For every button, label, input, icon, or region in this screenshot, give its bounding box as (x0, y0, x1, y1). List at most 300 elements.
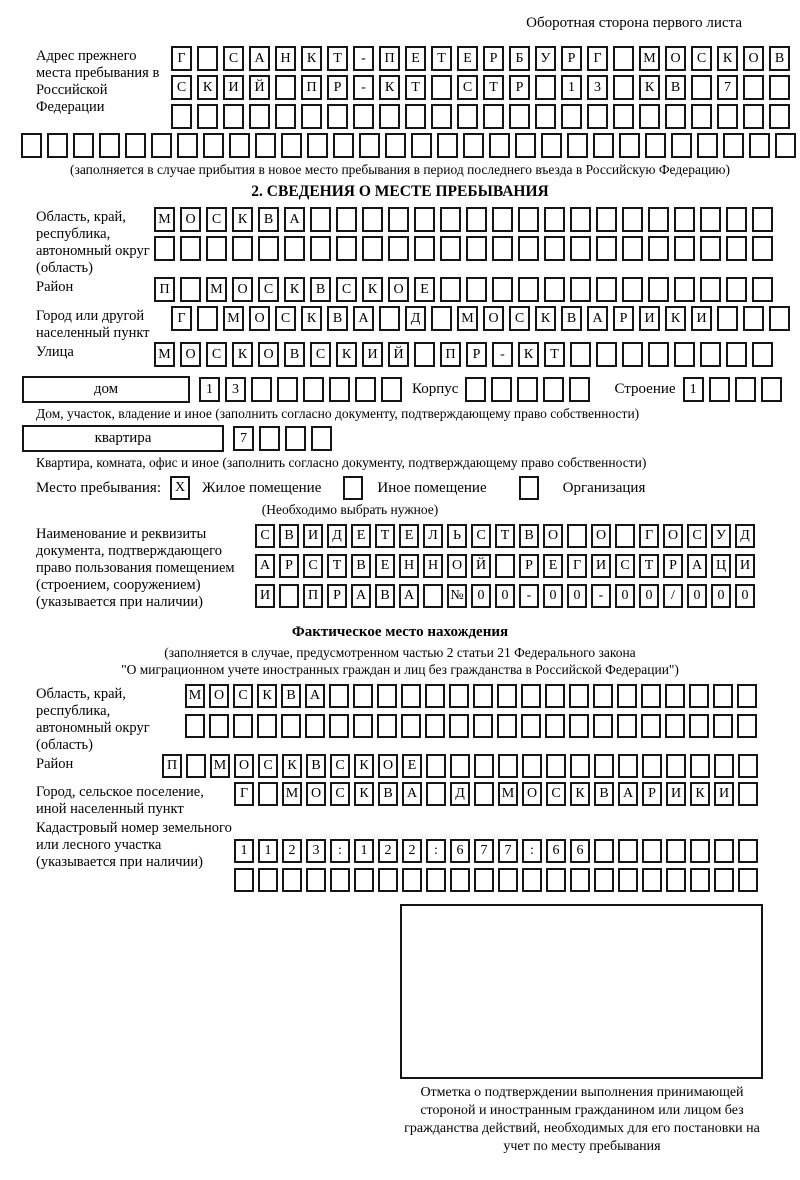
char-cell[interactable]: 1 (234, 839, 254, 863)
char-cell[interactable]: И (639, 306, 660, 331)
char-cell[interactable]: Е (405, 46, 426, 71)
char-cell[interactable] (545, 714, 565, 738)
char-cell[interactable]: А (305, 684, 325, 708)
char-cell[interactable] (594, 868, 614, 892)
char-cell[interactable]: И (691, 306, 712, 331)
char-cell[interactable]: А (618, 782, 638, 806)
char-cell[interactable] (713, 684, 733, 708)
char-cell[interactable] (752, 277, 773, 302)
char-cell[interactable]: О (234, 754, 254, 778)
char-cell[interactable] (596, 342, 617, 367)
char-cell[interactable] (154, 236, 175, 261)
char-cell[interactable] (463, 133, 484, 158)
char-cell[interactable] (449, 714, 469, 738)
char-cell[interactable] (498, 754, 518, 778)
char-cell[interactable] (622, 277, 643, 302)
char-cell[interactable] (743, 75, 764, 100)
char-cell[interactable] (440, 207, 461, 232)
char-cell[interactable] (665, 104, 686, 129)
char-cell[interactable]: 7 (233, 426, 254, 451)
char-cell[interactable]: И (591, 554, 611, 578)
char-cell[interactable]: С (471, 524, 491, 548)
char-cell[interactable]: П (154, 277, 175, 302)
char-cell[interactable]: 0 (687, 584, 707, 608)
char-cell[interactable]: 0 (495, 584, 515, 608)
char-cell[interactable] (619, 133, 640, 158)
char-cell[interactable]: Р (327, 584, 347, 608)
char-cell[interactable] (197, 306, 218, 331)
char-cell[interactable] (570, 277, 591, 302)
char-cell[interactable]: О (232, 277, 253, 302)
char-cell[interactable] (618, 839, 638, 863)
char-cell[interactable] (171, 104, 192, 129)
char-cell[interactable] (700, 207, 721, 232)
char-cell[interactable]: В (284, 342, 305, 367)
char-cell[interactable]: О (180, 342, 201, 367)
char-cell[interactable]: Р (613, 306, 634, 331)
char-cell[interactable] (305, 714, 325, 738)
char-cell[interactable]: - (353, 46, 374, 71)
char-cell[interactable]: Г (234, 782, 254, 806)
char-cell[interactable] (521, 684, 541, 708)
char-cell[interactable]: Т (327, 46, 348, 71)
char-cell[interactable]: М (457, 306, 478, 331)
char-cell[interactable]: А (284, 207, 305, 232)
char-cell[interactable] (473, 684, 493, 708)
char-cell[interactable]: А (402, 782, 422, 806)
char-cell[interactable] (665, 684, 685, 708)
char-cell[interactable]: К (336, 342, 357, 367)
char-cell[interactable] (431, 75, 452, 100)
char-cell[interactable] (47, 133, 68, 158)
char-cell[interactable] (498, 868, 518, 892)
char-cell[interactable]: М (223, 306, 244, 331)
char-cell[interactable] (355, 377, 376, 402)
char-cell[interactable] (73, 133, 94, 158)
char-cell[interactable] (414, 342, 435, 367)
char-cell[interactable]: С (310, 342, 331, 367)
char-cell[interactable]: К (257, 684, 277, 708)
char-cell[interactable]: В (594, 782, 614, 806)
char-cell[interactable] (379, 104, 400, 129)
char-cell[interactable] (666, 868, 686, 892)
char-cell[interactable]: Т (375, 524, 395, 548)
char-cell[interactable]: В (378, 782, 398, 806)
char-cell[interactable]: 0 (711, 584, 731, 608)
char-cell[interactable] (423, 584, 443, 608)
char-cell[interactable]: В (281, 684, 301, 708)
char-cell[interactable]: 2 (378, 839, 398, 863)
char-cell[interactable] (362, 207, 383, 232)
char-cell[interactable] (310, 236, 331, 261)
checkbox-org[interactable] (519, 476, 539, 500)
char-cell[interactable] (197, 46, 218, 71)
char-cell[interactable]: В (310, 277, 331, 302)
char-cell[interactable] (569, 377, 590, 402)
char-cell[interactable]: К (717, 46, 738, 71)
char-cell[interactable] (697, 133, 718, 158)
char-cell[interactable]: О (665, 46, 686, 71)
char-cell[interactable] (738, 868, 758, 892)
char-cell[interactable]: С (258, 754, 278, 778)
char-cell[interactable] (281, 133, 302, 158)
char-cell[interactable] (258, 782, 278, 806)
char-cell[interactable] (671, 133, 692, 158)
char-cell[interactable]: 3 (225, 377, 246, 402)
char-cell[interactable] (440, 277, 461, 302)
char-cell[interactable] (311, 426, 332, 451)
char-cell[interactable]: 1 (354, 839, 374, 863)
char-cell[interactable] (617, 714, 637, 738)
char-cell[interactable] (450, 868, 470, 892)
char-cell[interactable]: И (666, 782, 686, 806)
char-cell[interactable] (567, 524, 587, 548)
char-cell[interactable]: - (492, 342, 513, 367)
char-cell[interactable] (223, 104, 244, 129)
char-cell[interactable] (594, 839, 614, 863)
char-cell[interactable]: О (743, 46, 764, 71)
char-cell[interactable] (593, 684, 613, 708)
char-cell[interactable] (378, 868, 398, 892)
char-cell[interactable] (775, 133, 796, 158)
char-cell[interactable]: Й (388, 342, 409, 367)
char-cell[interactable]: 6 (450, 839, 470, 863)
char-cell[interactable] (492, 236, 513, 261)
char-cell[interactable] (665, 714, 685, 738)
char-cell[interactable]: С (275, 306, 296, 331)
char-cell[interactable] (336, 207, 357, 232)
char-cell[interactable]: Е (414, 277, 435, 302)
char-cell[interactable]: Т (483, 75, 504, 100)
char-cell[interactable] (691, 104, 712, 129)
char-cell[interactable] (259, 426, 280, 451)
char-cell[interactable] (495, 554, 515, 578)
char-cell[interactable] (377, 714, 397, 738)
char-cell[interactable] (593, 133, 614, 158)
char-cell[interactable]: Д (405, 306, 426, 331)
char-cell[interactable]: М (210, 754, 230, 778)
char-cell[interactable] (596, 207, 617, 232)
char-cell[interactable] (521, 714, 541, 738)
char-cell[interactable] (641, 714, 661, 738)
char-cell[interactable] (310, 207, 331, 232)
char-cell[interactable] (402, 868, 422, 892)
char-cell[interactable] (639, 104, 660, 129)
char-cell[interactable] (177, 133, 198, 158)
char-cell[interactable]: В (665, 75, 686, 100)
char-cell[interactable] (354, 868, 374, 892)
char-cell[interactable] (570, 868, 590, 892)
char-cell[interactable]: О (388, 277, 409, 302)
char-cell[interactable] (465, 377, 486, 402)
char-cell[interactable] (517, 377, 538, 402)
char-cell[interactable] (714, 754, 734, 778)
char-cell[interactable] (618, 754, 638, 778)
char-cell[interactable]: - (591, 584, 611, 608)
char-cell[interactable]: Р (466, 342, 487, 367)
char-cell[interactable] (648, 342, 669, 367)
char-cell[interactable]: С (223, 46, 244, 71)
char-cell[interactable] (743, 104, 764, 129)
char-cell[interactable]: В (258, 207, 279, 232)
char-cell[interactable] (279, 584, 299, 608)
char-cell[interactable]: Е (351, 524, 371, 548)
char-cell[interactable] (674, 236, 695, 261)
char-cell[interactable] (713, 714, 733, 738)
char-cell[interactable] (401, 714, 421, 738)
char-cell[interactable]: № (447, 584, 467, 608)
char-cell[interactable]: К (690, 782, 710, 806)
char-cell[interactable] (648, 236, 669, 261)
char-cell[interactable] (303, 377, 324, 402)
char-cell[interactable] (717, 104, 738, 129)
char-cell[interactable] (596, 277, 617, 302)
char-cell[interactable] (284, 236, 305, 261)
char-cell[interactable] (690, 868, 710, 892)
char-cell[interactable] (411, 133, 432, 158)
char-cell[interactable]: / (663, 584, 683, 608)
char-cell[interactable] (587, 104, 608, 129)
char-cell[interactable]: О (591, 524, 611, 548)
char-cell[interactable]: И (223, 75, 244, 100)
char-cell[interactable]: О (543, 524, 563, 548)
char-cell[interactable] (596, 236, 617, 261)
char-cell[interactable] (642, 754, 662, 778)
char-cell[interactable] (769, 306, 790, 331)
char-cell[interactable]: И (255, 584, 275, 608)
char-cell[interactable] (185, 714, 205, 738)
char-cell[interactable] (541, 133, 562, 158)
char-cell[interactable] (180, 277, 201, 302)
char-cell[interactable]: С (233, 684, 253, 708)
char-cell[interactable] (431, 306, 452, 331)
char-cell[interactable] (426, 782, 446, 806)
char-cell[interactable] (449, 684, 469, 708)
char-cell[interactable]: - (353, 75, 374, 100)
char-cell[interactable] (474, 782, 494, 806)
char-cell[interactable]: 1 (683, 377, 704, 402)
char-cell[interactable] (752, 236, 773, 261)
char-cell[interactable]: 6 (570, 839, 590, 863)
char-cell[interactable]: А (399, 584, 419, 608)
char-cell[interactable]: С (691, 46, 712, 71)
char-cell[interactable]: Ц (711, 554, 731, 578)
char-cell[interactable]: С (255, 524, 275, 548)
char-cell[interactable]: С (171, 75, 192, 100)
char-cell[interactable]: Н (423, 554, 443, 578)
char-cell[interactable] (545, 684, 565, 708)
char-cell[interactable] (714, 868, 734, 892)
char-cell[interactable]: К (354, 782, 374, 806)
char-cell[interactable] (203, 133, 224, 158)
char-cell[interactable] (234, 868, 254, 892)
char-cell[interactable]: К (197, 75, 218, 100)
char-cell[interactable]: Г (171, 306, 192, 331)
char-cell[interactable]: 7 (474, 839, 494, 863)
char-cell[interactable]: Р (327, 75, 348, 100)
char-cell[interactable] (648, 277, 669, 302)
char-cell[interactable] (233, 714, 253, 738)
char-cell[interactable] (414, 207, 435, 232)
char-cell[interactable]: Й (249, 75, 270, 100)
char-cell[interactable] (377, 684, 397, 708)
char-cell[interactable] (509, 104, 530, 129)
char-cell[interactable]: Т (327, 554, 347, 578)
char-cell[interactable]: Р (483, 46, 504, 71)
char-cell[interactable] (726, 236, 747, 261)
char-cell[interactable]: Е (457, 46, 478, 71)
char-cell[interactable] (457, 104, 478, 129)
char-cell[interactable] (285, 426, 306, 451)
char-cell[interactable]: - (519, 584, 539, 608)
char-cell[interactable]: Р (279, 554, 299, 578)
char-cell[interactable]: 1 (258, 839, 278, 863)
char-cell[interactable]: М (154, 342, 175, 367)
char-cell[interactable]: Т (431, 46, 452, 71)
char-cell[interactable]: Т (405, 75, 426, 100)
char-cell[interactable] (492, 207, 513, 232)
char-cell[interactable] (306, 868, 326, 892)
char-cell[interactable]: Ь (447, 524, 467, 548)
char-cell[interactable]: О (522, 782, 542, 806)
char-cell[interactable]: Т (639, 554, 659, 578)
char-cell[interactable]: К (232, 207, 253, 232)
char-cell[interactable] (544, 207, 565, 232)
char-cell[interactable] (726, 342, 747, 367)
char-cell[interactable]: К (232, 342, 253, 367)
char-cell[interactable] (709, 377, 730, 402)
char-cell[interactable] (405, 104, 426, 129)
char-cell[interactable] (425, 714, 445, 738)
char-cell[interactable]: 2 (402, 839, 422, 863)
char-cell[interactable]: О (180, 207, 201, 232)
char-cell[interactable] (738, 754, 758, 778)
char-cell[interactable]: Р (663, 554, 683, 578)
char-cell[interactable] (385, 133, 406, 158)
char-cell[interactable] (645, 133, 666, 158)
char-cell[interactable] (275, 104, 296, 129)
char-cell[interactable]: А (351, 584, 371, 608)
char-cell[interactable]: 7 (717, 75, 738, 100)
char-cell[interactable] (546, 868, 566, 892)
char-cell[interactable] (570, 342, 591, 367)
char-cell[interactable] (618, 868, 638, 892)
char-cell[interactable]: К (379, 75, 400, 100)
char-cell[interactable] (726, 207, 747, 232)
char-cell[interactable] (180, 236, 201, 261)
char-cell[interactable] (473, 714, 493, 738)
char-cell[interactable]: 0 (543, 584, 563, 608)
char-cell[interactable] (258, 236, 279, 261)
char-cell[interactable] (426, 754, 446, 778)
char-cell[interactable]: С (206, 207, 227, 232)
checkbox-inoe[interactable] (343, 476, 363, 500)
char-cell[interactable] (761, 377, 782, 402)
char-cell[interactable]: У (535, 46, 556, 71)
char-cell[interactable] (497, 714, 517, 738)
char-cell[interactable]: С (206, 342, 227, 367)
char-cell[interactable]: 0 (471, 584, 491, 608)
char-cell[interactable]: П (440, 342, 461, 367)
char-cell[interactable]: И (714, 782, 734, 806)
char-cell[interactable] (362, 236, 383, 261)
char-cell[interactable] (726, 277, 747, 302)
char-cell[interactable]: М (206, 277, 227, 302)
char-cell[interactable] (474, 868, 494, 892)
char-cell[interactable] (561, 104, 582, 129)
char-cell[interactable] (258, 868, 278, 892)
char-cell[interactable]: О (306, 782, 326, 806)
char-cell[interactable]: 7 (498, 839, 518, 863)
char-cell[interactable] (723, 133, 744, 158)
char-cell[interactable] (491, 377, 512, 402)
char-cell[interactable]: С (457, 75, 478, 100)
char-cell[interactable]: Н (275, 46, 296, 71)
char-cell[interactable] (401, 684, 421, 708)
char-cell[interactable] (388, 236, 409, 261)
char-cell[interactable] (515, 133, 536, 158)
char-cell[interactable] (689, 714, 709, 738)
char-cell[interactable]: В (306, 754, 326, 778)
char-cell[interactable]: С (330, 754, 350, 778)
char-cell[interactable]: В (279, 524, 299, 548)
char-cell[interactable] (249, 104, 270, 129)
char-cell[interactable]: 1 (199, 377, 220, 402)
char-cell[interactable] (518, 277, 539, 302)
char-cell[interactable]: В (375, 584, 395, 608)
char-cell[interactable]: О (258, 342, 279, 367)
char-cell[interactable]: П (379, 46, 400, 71)
char-cell[interactable] (257, 714, 277, 738)
char-cell[interactable] (700, 236, 721, 261)
char-cell[interactable] (492, 277, 513, 302)
char-cell[interactable]: М (639, 46, 660, 71)
char-cell[interactable] (752, 207, 773, 232)
char-cell[interactable]: М (498, 782, 518, 806)
char-cell[interactable] (381, 377, 402, 402)
char-cell[interactable]: К (301, 46, 322, 71)
char-cell[interactable]: В (769, 46, 790, 71)
char-cell[interactable] (353, 104, 374, 129)
char-cell[interactable]: И (735, 554, 755, 578)
char-cell[interactable] (570, 207, 591, 232)
char-cell[interactable] (738, 839, 758, 863)
char-cell[interactable] (466, 277, 487, 302)
char-cell[interactable] (450, 754, 470, 778)
char-cell[interactable]: О (209, 684, 229, 708)
char-cell[interactable]: П (301, 75, 322, 100)
char-cell[interactable]: Т (495, 524, 515, 548)
char-cell[interactable]: К (665, 306, 686, 331)
char-cell[interactable]: 3 (587, 75, 608, 100)
char-cell[interactable] (497, 684, 517, 708)
char-cell[interactable]: К (284, 277, 305, 302)
char-cell[interactable]: Р (642, 782, 662, 806)
char-cell[interactable]: О (249, 306, 270, 331)
char-cell[interactable] (717, 306, 738, 331)
char-cell[interactable]: В (327, 306, 348, 331)
char-cell[interactable]: Г (639, 524, 659, 548)
char-cell[interactable]: А (587, 306, 608, 331)
char-cell[interactable] (518, 236, 539, 261)
char-cell[interactable] (333, 133, 354, 158)
char-cell[interactable]: : (522, 839, 542, 863)
char-cell[interactable]: К (639, 75, 660, 100)
house-type-box[interactable]: дом (22, 376, 190, 403)
char-cell[interactable]: : (330, 839, 350, 863)
char-cell[interactable] (522, 754, 542, 778)
char-cell[interactable]: 0 (615, 584, 635, 608)
